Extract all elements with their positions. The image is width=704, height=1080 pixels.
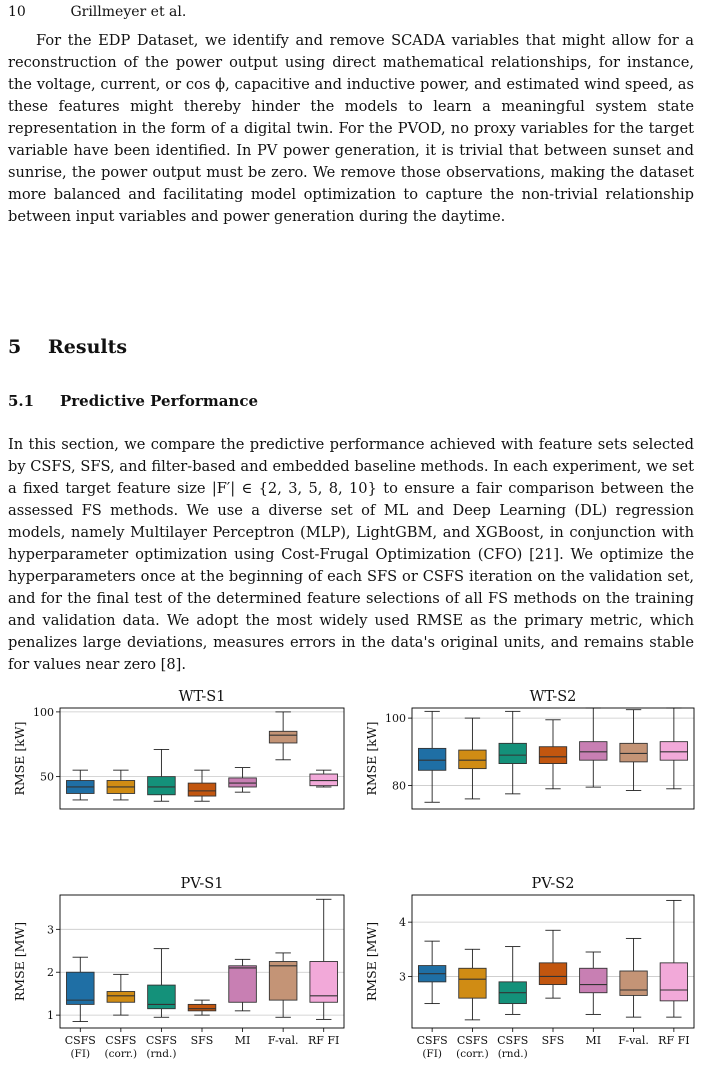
y-axis-label: RMSE [MW] [364, 921, 379, 1002]
x-tick-label: RF FI [308, 1034, 340, 1047]
box-iqr [660, 742, 687, 761]
panel-pv-s1 [12, 876, 344, 1060]
paragraph-predictive-performance: In this section, we compare the predictive performance achieved with feature sets selected by CSFS, SFS, and filter-based and embedded baseline methods. In each experiment, we set a fixed target feature size |F′| ∈ {2, 3, 5, 8, 10} to ensure a fair comparison between the assessed FS methods. We use a diverse set of ML and Deep Learning (DL) regression models, namely Multilayer Perceptron (MLP), LightGBM, and XGBoost, in conjunction with hyperparameter optimization using Cost-Frugal Optimization (CFO) [21]. We optimize the hyperparameters once at the beginning of each SFS or CSFS iteration on the validation set, and for the final test of the determined feature selections of all FS methods on the training and validation data. We adopt the most widely used RMSE as the primary metric, which penalizes large deviations, measures errors in the data's original units, and remains stable for values near zero [8]. [8, 436, 694, 673]
x-tick-label: SFS [541, 1034, 565, 1047]
box-iqr [310, 774, 338, 786]
box-2 [459, 718, 486, 799]
x-tick-label-sub: (FI) [70, 1048, 91, 1060]
y-tick-label: 50 [40, 770, 54, 784]
box-2 [459, 949, 486, 1020]
box-4 [539, 720, 566, 789]
box-iqr [459, 750, 486, 769]
box-5 [229, 768, 257, 793]
y-tick-label: 3 [399, 970, 406, 984]
box-7 [660, 900, 687, 1017]
box-iqr [580, 968, 607, 992]
box-6 [620, 938, 647, 1017]
box-1 [66, 957, 94, 1021]
panel-wt-s1 [12, 689, 344, 809]
box-5 [229, 959, 257, 1010]
x-tick-label-sub: (rnd.) [146, 1048, 177, 1060]
box-7 [310, 899, 338, 1019]
box-6 [269, 712, 297, 760]
box-3 [148, 749, 176, 801]
y-tick-label: 4 [399, 916, 406, 930]
box-iqr [620, 971, 647, 995]
y-axis-label: RMSE [kW] [12, 721, 27, 796]
box-7 [310, 770, 338, 787]
running-authors: Grillmeyer et al. [70, 4, 187, 20]
x-tick-label: CSFS [145, 1034, 177, 1047]
box-iqr [620, 743, 647, 762]
box-iqr [229, 966, 257, 1002]
section-heading [8, 336, 127, 358]
box-iqr [188, 1004, 216, 1010]
panel-wt-s2 [364, 689, 694, 809]
box-4 [188, 1000, 216, 1015]
box-1 [66, 770, 94, 800]
box-iqr [539, 963, 566, 985]
x-tick-label-sub: (corr.) [456, 1048, 489, 1060]
running-head [8, 4, 186, 20]
box-4 [188, 770, 216, 801]
subsection-number: 5.1 [8, 392, 35, 410]
x-tick-label: MI [585, 1034, 602, 1047]
box-iqr [580, 742, 607, 761]
box-2 [107, 770, 135, 800]
box-6 [269, 953, 297, 1017]
y-tick-label: 1 [47, 1009, 54, 1023]
box-1 [418, 941, 445, 1003]
box-iqr [269, 962, 297, 1001]
box-5 [580, 952, 607, 1014]
box-iqr [499, 743, 526, 763]
box-iqr [188, 783, 216, 796]
x-tick-label: SFS [190, 1034, 214, 1047]
x-tick-label-sub: (FI) [422, 1048, 442, 1060]
x-tick-label: CSFS [105, 1034, 137, 1047]
box-iqr [418, 748, 445, 770]
box-iqr [269, 731, 297, 743]
y-tick-label: 3 [47, 923, 54, 937]
box-1 [418, 711, 445, 802]
x-tick-label: F-val. [618, 1034, 649, 1047]
panel-title: WT-S2 [529, 689, 577, 705]
box-iqr [148, 777, 176, 795]
y-axis-label: RMSE [MW] [12, 921, 27, 1002]
y-tick-label: 80 [392, 779, 406, 793]
box-7 [660, 708, 687, 789]
y-axis-label: RMSE [kW] [364, 721, 379, 796]
subsection-title: Predictive Performance [60, 392, 259, 410]
x-tick-label: CSFS [497, 1034, 529, 1047]
x-tick-label-sub: (corr.) [104, 1048, 138, 1060]
box-6 [620, 710, 647, 791]
panel-title: PV-S2 [531, 876, 575, 892]
panel-pv-s2 [364, 876, 694, 1060]
x-tick-label: RF FI [658, 1034, 690, 1047]
boxplot-figure [0, 680, 704, 1080]
box-3 [499, 711, 526, 793]
box-iqr [107, 992, 135, 1003]
x-tick-label: CSFS [416, 1034, 448, 1047]
panel-title: PV-S1 [180, 876, 224, 892]
panel-title: WT-S1 [178, 689, 226, 705]
box-2 [107, 974, 135, 1015]
x-tick-label: F-val. [267, 1034, 299, 1047]
x-tick-label-sub: (rnd.) [497, 1048, 528, 1060]
paragraph-dataset-cleaning: For the EDP Dataset, we identify and remove SCADA variables that might allow for a reconstruction of the power output using direct mathematical relationships, for instance, the voltage, current, or cos ϕ, capacitive and inductive power, and estimated wind speed, as these features might thereby hinder the models to learn a meaningful system state representation in the form of a digital twin. For the PVOD, no proxy variables for the target variable have been identified. In PV power generation, it is trivial that between sunset and sunrise, the power output must be zero. We remove those observations, making the dataset more balanced and facilitating model optimization to capture the non-trivial relationship between input variables and power generation during the daytime. [8, 32, 694, 225]
x-tick-label: MI [234, 1034, 251, 1047]
page-number: 10 [8, 4, 26, 20]
x-tick-label: CSFS [456, 1034, 488, 1047]
y-tick-label: 2 [47, 966, 54, 980]
subsection-heading [8, 392, 258, 410]
box-iqr [459, 968, 486, 998]
box-iqr [660, 963, 687, 1001]
x-tick-label: CSFS [64, 1034, 96, 1047]
box-iqr [539, 747, 566, 764]
box-iqr [148, 985, 176, 1009]
section-number: 5 [8, 336, 22, 358]
box-3 [499, 947, 526, 1015]
box-5 [580, 708, 607, 787]
box-3 [148, 949, 176, 1018]
section-title: Results [48, 336, 128, 358]
box-4 [539, 930, 566, 998]
y-tick-label: 100 [385, 712, 406, 726]
box-iqr [229, 778, 257, 787]
y-tick-label: 100 [33, 705, 54, 719]
